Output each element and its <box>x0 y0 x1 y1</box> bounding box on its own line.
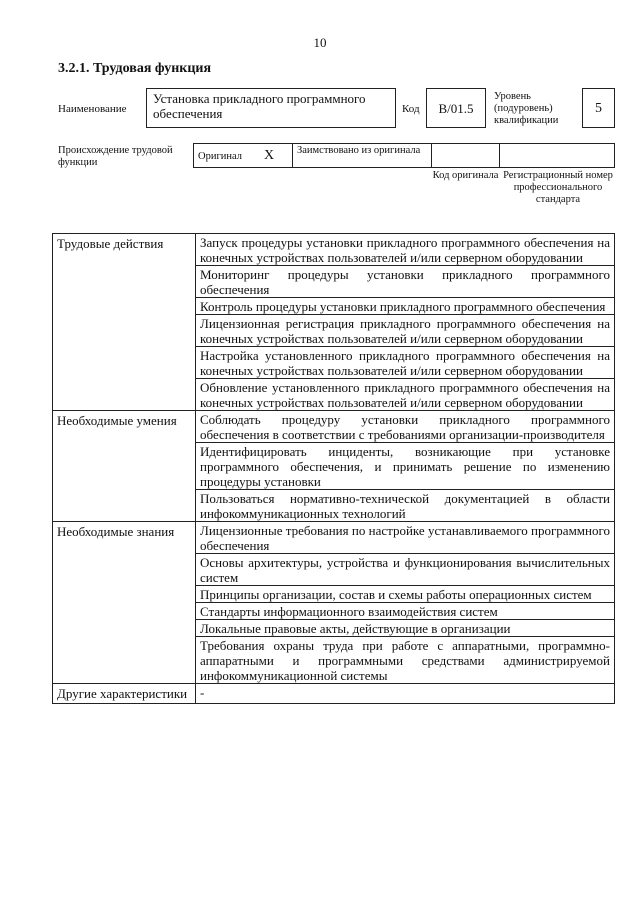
table-row: Основы архитектуры, устройства и функционирования вычислительных систем <box>196 554 614 586</box>
table-row: - <box>200 685 205 700</box>
table-row: Локальные правовые акты, действующие в организации <box>196 620 614 637</box>
group-required-knowledge <box>53 522 614 684</box>
table-row: Принципы организации, состав и схемы работы операционных систем <box>196 586 614 603</box>
table-row: Лицензионные требования по настройке устанавливаемого программного обеспечения <box>196 522 614 554</box>
group-other-characteristics <box>53 684 614 704</box>
table-row: Лицензионная регистрация прикладного программного обеспечения на конечных устройствах пользователей и/или серверном оборудовании <box>196 315 614 347</box>
original-cell <box>193 143 293 168</box>
level-value-box <box>582 88 615 128</box>
page-number: 10 <box>313 35 327 50</box>
group-label: Трудовые действия <box>53 234 196 410</box>
table-row: Идентифицировать инциденты, возникающие при установке программного обеспечения, и принимать решение по изменению процедуры установки <box>196 443 614 490</box>
origin-label: Происхождение трудовой функции <box>58 145 173 168</box>
table-row: Настройка установленного прикладного программного обеспечения на конечных устройствах пользователей и/или серверном оборудовании <box>196 347 614 379</box>
code-value-box <box>426 88 486 128</box>
table-row: Запуск процедуры установки прикладного программного обеспечения на конечных устройствах пользователей и/или серверном оборудовании <box>196 234 614 266</box>
name-value: Установка прикладного программного обеспечения <box>153 91 366 121</box>
name-label: Наименование <box>58 103 127 115</box>
group-label: Необходимые умения <box>53 411 196 521</box>
function-table <box>52 233 615 704</box>
code-value: B/01.5 <box>438 101 474 116</box>
original-mark: X <box>264 148 275 163</box>
borrowed-label: Заимствовано из оригинала <box>297 145 421 156</box>
name-value-box <box>146 88 396 128</box>
group-label: Другие характеристики <box>53 684 196 703</box>
original-code-cell <box>431 143 500 168</box>
reg-number-cell <box>499 143 615 168</box>
borrowed-cell <box>292 143 432 168</box>
table-row: Соблюдать процедуру установки прикладного программного обеспечения в соответствии с требованиями организации-производителя <box>196 411 614 443</box>
section-title: 3.2.1. Трудовая функция <box>58 61 212 76</box>
code-label: Код <box>402 103 420 115</box>
table-row: Требования охраны труда при работе с аппаратными, программно-аппаратными и программными средствами администрируемой инфокоммуникационной системы <box>200 638 610 683</box>
level-label: Уровень (подуровень) квалификации <box>494 91 559 126</box>
table-row: Стандарты информационного взаимодействия систем <box>196 603 614 620</box>
table-row: Контроль процедуры установки прикладного программного обеспечения <box>196 298 614 315</box>
table-row: Мониторинг процедуры установки прикладного программного обеспечения <box>196 266 614 298</box>
original-label: Оригинал <box>198 151 242 162</box>
group-required-skills <box>53 411 614 522</box>
code-caption: Код оригинала <box>432 170 499 181</box>
group-label: Необходимые знания <box>53 522 196 683</box>
level-value: 5 <box>595 101 602 116</box>
table-row: Обновление установленного прикладного программного обеспечения на конечных устройствах пользователей и/или серверном оборудовании <box>200 380 610 410</box>
group-labor-actions <box>53 234 614 411</box>
reg-caption: Регистрационный номер профессионального стандарта <box>503 170 613 205</box>
table-row: Пользоваться нормативно-технической документацией в области инфокоммуникационных технологий <box>200 491 610 521</box>
